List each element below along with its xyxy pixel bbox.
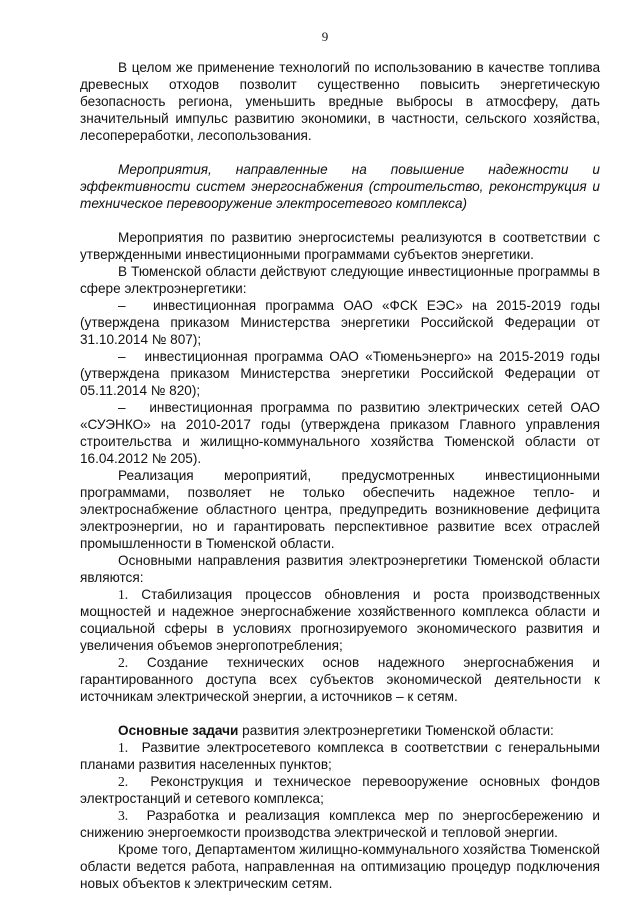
direction-text: Стабилизация процессов обновления и роста производственных мощностей и надежное энергоснабжение хозяйственного комплекса области и социальной сферы в условиях прогнозируемого экономического развития и увеличения объемов энергопотребления;: [80, 587, 601, 653]
program-text: инвестиционная программа ОАО «ФСК ЕЭС» на 2015-2019 годы (утверждена приказом Министерства энергетики Российской Федерации от 31.10.2014 № 807);: [80, 298, 600, 347]
task-list-item: [80, 739, 600, 773]
intro-paragraph: В целом же применение технологий по использованию в качестве топлива древесных отходов позволит существенно повысить энергетическую безопасность региона, уменьшить вредные выбросы в атмосферу, дать значительный импульс развитию экономики, в частности, сельского хозяйства, лесопереработки, лесопользования.: [80, 60, 600, 143]
item-number: 3.: [118, 808, 129, 823]
item-number: 2.: [118, 774, 129, 789]
paragraph-implementation: Реализация мероприятий, предусмотренных инвестиционными программами, позволяет не только обеспечить надежное тепло- и электроснабжение областного центра, предупредить возникновение дефицита электроэнергии, но и гарантировать перспективное развитие всех отраслей промышленности в Тюменской области.: [80, 468, 600, 551]
item-number: 1.: [118, 587, 129, 602]
program-list-item: [80, 399, 600, 467]
task-list-item: [80, 807, 600, 841]
program-text: инвестиционная программа ОАО «Тюменьэнерго» на 2015-2019 годы (утверждена приказом Министерства энергетики Российской Федерации от 05.11.2014 № 820);: [80, 349, 600, 398]
direction-list-item: [80, 654, 600, 705]
dash-marker: –: [118, 349, 126, 364]
program-text: инвестиционная программа по развитию электрических сетей ОАО «СУЭНКО» на 2010-2017 годы (утверждена приказом Главного управления строительства и жилищно-коммунального хозяйства Тюменской области от 16.04.2012 № 205).: [80, 400, 600, 466]
tasks-heading-bold: Основные задачи: [118, 723, 239, 738]
task-text: Разработка и реализация комплекса мер по энергосбережению и снижению энергоемкости производства электрической и тепловой энергии.: [80, 808, 600, 840]
tasks-heading-rest: развития электроэнергетики Тюменской области:: [238, 723, 554, 738]
paragraph-main-directions: Основными направления развития электроэнергетики Тюменской области являются:: [80, 553, 600, 585]
task-text: Реконструкция и техническое перевооружение основных фондов электростанций и сетевого комплекса;: [80, 774, 600, 806]
program-list-item: [80, 297, 600, 348]
dash-marker: –: [118, 400, 126, 415]
task-text: Развитие электросетевого комплекса в соответствии с генеральными планами развития населенных пунктов;: [80, 740, 600, 772]
task-list-item: [80, 773, 600, 807]
paragraph-investment-programs-intro: Мероприятия по развитию энергосистемы реализуются в соответствии с утвержденными инвестиционными программами субъектов энергетики.: [80, 230, 600, 262]
item-number: 2.: [118, 655, 129, 670]
dash-marker: –: [118, 298, 126, 313]
section-heading: Мероприятия, направленные на повышение надежности и эффективности систем энергоснабжения (строительство, реконструкция и техническое перевооружение электросетевого комплекса): [80, 162, 600, 211]
closing-paragraph: Кроме того, Департаментом жилищно-коммунального хозяйства Тюменской области ведется работа, направленная на оптимизацию процедур подключения новых объектов к электрическим сетям.: [80, 842, 600, 891]
direction-text: Создание технических основ надежного энергоснабжения и гарантированного доступа всех субъектов экономической деятельности к источникам электрической энергии, а источников – к сетям.: [80, 655, 600, 704]
tasks-heading: [80, 722, 600, 739]
paragraph-tyumen-programs: В Тюменской области действуют следующие инвестиционные программы в сфере электроэнергетики:: [80, 264, 600, 296]
item-number: 1.: [118, 740, 129, 755]
direction-list-item: [80, 586, 600, 654]
page-number: 9: [321, 29, 329, 44]
program-list-item: [80, 348, 600, 399]
